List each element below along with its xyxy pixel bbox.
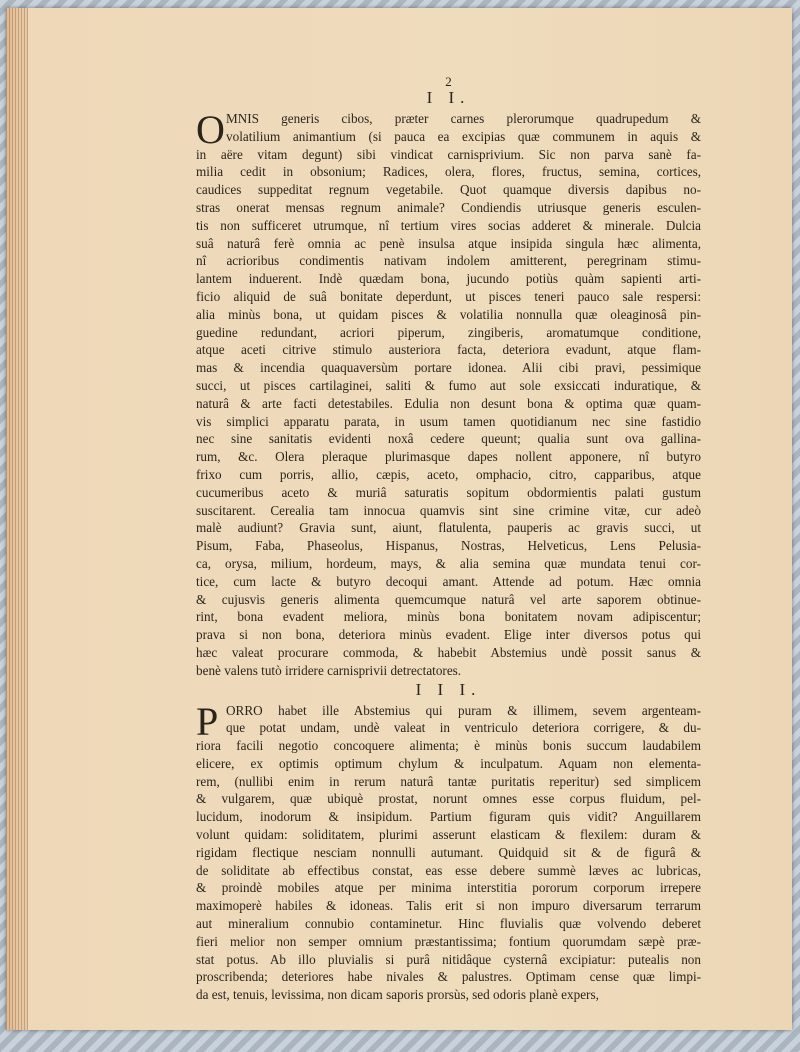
section-2-paragraph (196, 107, 701, 680)
text-line: volunt quidam: soliditatem, plurimi asserunt elasticam & flexilem: duram & (196, 827, 701, 843)
section-3-paragraph (196, 698, 701, 1005)
text-line: guedine redundant, acriori piperum, zingiberis, aromatumque conditione, (196, 324, 701, 340)
text-line: fieri melior non semper omnium præstantissima; fontium quorumdam sæpè præ- (196, 933, 701, 949)
text-line: que potat undam, undè valeat in ventriculo deteriora corrigere, & du- (226, 720, 701, 736)
text-line: MNIS generis cibos, præter carnes plerorumque quadrupedum & (226, 111, 701, 126)
text-line: hæc valeat procurare commoda, & habebit Abstemius undè possit sanus & (196, 644, 701, 660)
text-line: stras onerat mensas regnum animale? Condiendis utriusque generis esculen- (196, 199, 701, 215)
text-line: suscitarent. Cerealia tam innocua quamvis sint sine crimine vitæ, cur adeò (196, 502, 701, 518)
text-line: da est, tenuis, levissima, non dicam saporis prorsùs, sed odoris planè expers, (196, 987, 599, 1003)
text-line: rum, &c. Olera pleraque plurimasque dapes nollent apponere, nî butyro (196, 449, 701, 465)
text-line: elicere, ex optimis optimum chylum & inculpatum. Aquam non elementa- (196, 755, 701, 771)
text-line: prava si non bona, deteriora minùs evadent. Elige inter diversos potus qui (196, 627, 701, 643)
text-line: riora facili negotio concoquere alimenta; è minùs bonis succum laudabilem (196, 738, 701, 754)
text-line: proscribenda; deteriores habe nivales & palustres. Optimam cense quæ limpi- (196, 969, 701, 985)
text-line: maximoperè habiles & idoneas. Talis erit si non impuro diversarum terrarum (196, 898, 701, 914)
section-heading-3: I I I. (415, 679, 482, 699)
drop-cap-p: P (196, 698, 219, 744)
text-line: Pisum, Faba, Phaseolus, Hispanus, Nostras, Helveticus, Lens Pelusia- (196, 538, 701, 554)
text-line: stat potus. Ab illo pluvialis si purâ nitidâque cysternâ excipiatur: putealis non (196, 951, 701, 967)
text-line: & cujusvis generis alimenta quemcumque naturâ vel arte saporem obtinue- (196, 591, 701, 607)
section-3-lines (196, 698, 701, 1005)
text-line: alia minùs bona, ut quidam pisces & volatilia nonnulla quæ oleaginosâ pin- (196, 306, 701, 322)
text-line: atque aceti citrive stimulo austeriora facta, deteriora evadunt, atque flam- (196, 342, 701, 358)
text-line: suâ naturâ ferè omnia ac penè insulsa atque insipida singula hæc alimenta, (196, 235, 701, 251)
text-line: rigidam flectique nesciam nonnulli autumant. Quidquid sit & de figurâ & (196, 844, 701, 860)
text-line: volatilium animantium (si pauca ea excipias quæ communem in aquis & (226, 128, 701, 144)
text-line: & vulgarem, quæ ubiquè prostat, norunt omnes esse corpus fluidum, pel- (196, 791, 701, 807)
text-line: in aëre vitam degunt) sibi vindicat carnisprivium. Sic non parva sanè fa- (196, 146, 701, 162)
text-line: tice, cum lacte & butyro decoqui amant. Attende ad potum. Hæc omnia (196, 573, 701, 589)
text-line: nec sine sanitatis evidenti noxâ cedere queunt; qualia sunt ova gallina- (196, 431, 701, 447)
text-line: frixo cum porris, allio, cæpis, aceto, omphacio, citro, capparibus, atque (196, 466, 701, 482)
text-line: succi, ut pisces cartilaginei, saliti & fumo aut sole exsiccati induratique, & (196, 377, 701, 393)
text-line: ca, orysa, milium, hordeum, mays, & alia semina quæ mundata tenui cor- (196, 555, 701, 571)
text-line: vis simplici apparatu parata, in usum tamen quotidianum nec sine fastidio (196, 413, 701, 429)
text-line: ORRO habet ille Abstemius qui puram & illimem, sevem argenteam- (226, 702, 701, 718)
section-heading-2: I I. (426, 88, 471, 107)
text-line: lucidum, inodorum & insipidum. Partium figuram quis vidit? Anguillarem (196, 809, 701, 825)
text-line: tis non sufficeret utrumque, nî tertium vires socias adderet & minerale. Dulcia (196, 217, 701, 233)
text-line: cucumeribus aceto & muriâ saturatis sopitum obdormientis palati gustum (196, 484, 701, 500)
page-number: 2 (445, 74, 452, 89)
page-stack-edges (6, 8, 28, 1030)
text-line: rem, (nullibi enim in rerum naturâ tantæ puritatis reperitur) sed simplicem (196, 773, 701, 789)
text-line: rint, bona evadent meliora, minùs bona bonitatem novam adipiscentur; (196, 609, 701, 625)
text-line: caudices suppeditat regnum vegetabile. Quot quamque diversis dapibus no- (196, 182, 701, 198)
text-line: lantem induerent. Indè quædam bona, jucundo potiùs quàm sapienti arti- (196, 271, 701, 287)
text-line: ficio aliquid de suâ bonitate deperdunt, ut pisces teneri pauco sale respersi: (196, 288, 701, 304)
text-line: milia cedit in obsonium; Radices, olera, flores, fructus, semina, cortices, (196, 164, 701, 180)
drop-cap-o: O (196, 107, 225, 152)
text-block (196, 76, 701, 1004)
text-line: nî acrioribus condimentis nativam indolem amitterent, peregrinam stimu- (196, 253, 701, 269)
text-line: benè valens tutò irridere carnisprivii detrectatores. (196, 662, 462, 678)
text-line: malè audiunt? Gravia sunt, aiunt, flatulenta, pauperis ac gravis succi, ut (196, 520, 701, 536)
text-line: aut mineralium connubio contaminetur. Hinc fluvialis quæ volvendo deberet (196, 916, 701, 932)
text-line: & proindè mobiles atque per minima interstitia pororum corporum irrepere (196, 880, 701, 896)
text-line: naturâ & arte facti detestabiles. Edulia non desunt bona & optima quæ quam- (196, 395, 701, 411)
book-page (6, 8, 792, 1030)
section-2-lines (196, 107, 701, 680)
text-line: mas & incendia quaquaversùm portare idonea. Alii cibi pravi, pessimique (196, 360, 701, 376)
text-line: de soliditate ab effectibus constat, eas esse debere summè læves ac lubricas, (196, 862, 701, 878)
